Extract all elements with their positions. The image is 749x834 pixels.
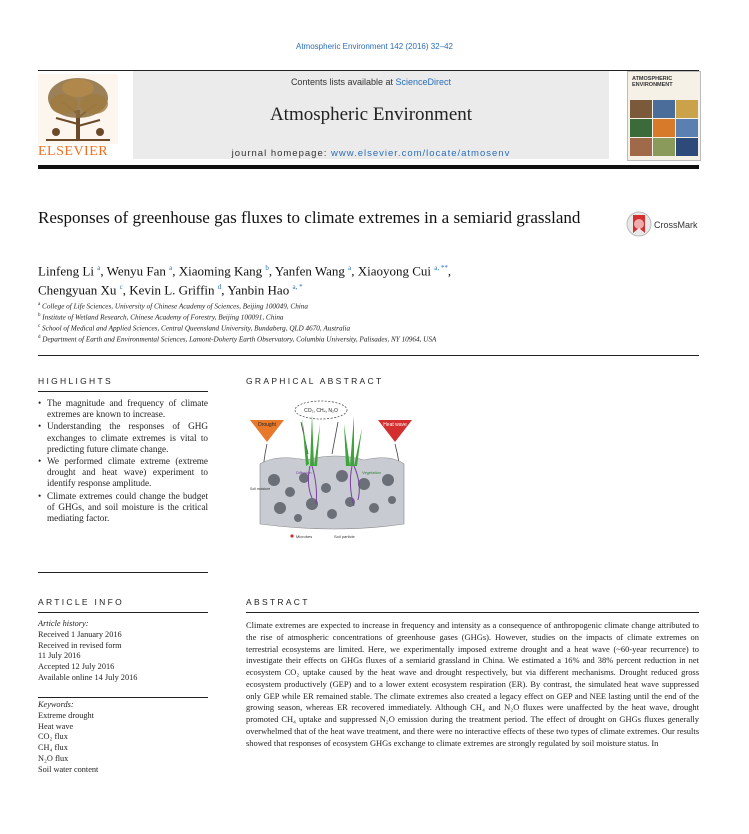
affiliation — [38, 313, 688, 321]
soil-particle-label: Soil particle — [334, 534, 355, 539]
affiliation-key: c — [38, 324, 41, 329]
contents-prefix: Contents lists available at — [290, 77, 393, 87]
journal-title: Atmospheric Environment — [269, 104, 473, 125]
keywords-label: Keywords: — [38, 700, 74, 709]
author-name[interactable]: Xiaoming Kang — [178, 263, 263, 279]
vegetation-label: Vegetation — [362, 470, 381, 475]
author-name[interactable]: Chengyuan Xu — [38, 282, 117, 298]
drought-label: Drought — [258, 422, 276, 428]
highlights-heading: HIGHLIGHTS — [38, 376, 113, 386]
article-title: Responses of greenhouse gas fluxes to climate extremes in a semiarid grassland — [38, 208, 581, 227]
author-name[interactable]: Linfeng Li — [38, 263, 94, 279]
author-name[interactable]: Yanfen Wang — [274, 263, 345, 279]
keyword-item: Soil water content — [38, 764, 99, 774]
highlight-item: • Climate extremes could change the budget of GHGs, and soil moisture is the critical mediating factor. — [38, 491, 208, 525]
history-item: Received 1 January 2016 — [38, 629, 122, 639]
abstract-text: Climate extremes are expected to increase in frequency and intensity as a consequence of anthropogenic climate change attributed to the rise of atmospheric concentrations of greenhouse gases (GHGs). However, studies on the impacts of climate extremes on terrestrial ecosystems are limited. Here, we experimentally imposed extreme drought and a heat wave (~60-year recurrence) to investigate their effects on GHGs fluxes of a semiarid grassland in China. We estimated a 16% and 38% percent reduction in net ecosystem CO₂ uptake caused by the heat wave and drought respectively, but via different mechanisms. Drought reduced gross ecosystem productively (GEP) and to a lower extent ecosystem respiration (ER). By contrast, the simulated heat wave suppressed only GEP while ER remained stable. The climate extremes also created a legacy effect on GEP and NEE lasting until the end of the growing season, whereas ER recovered immediately. Although CH₄ and N₂O fluxes were unaffected by the heat wave, drought promoted CH₄ uptake and suppressed N₂O emission during the treatment period. The effect of drought on GHGs fluxes generally overwhelmed that of the heat wave treatment, and there were no interactive effects of these two types of climate extremes. Our results showed that responses of ecosystem GHGs exchange to climate extremes are strongly regulated by soil moisture status. In — [246, 620, 699, 748]
graphical-abstract-heading: GRAPHICAL ABSTRACT — [246, 376, 384, 386]
history-item: Accepted 12 July 2016 — [38, 662, 115, 672]
author-affiliation-mark: a — [169, 264, 173, 272]
journal-citation[interactable]: Atmospheric Environment 142 (2016) 32–42 — [296, 42, 453, 51]
highlights-rule — [38, 391, 208, 392]
highlight-item: • Understanding the responses of GHG exchanges to climate extremes is vital to predicting future climate change. — [38, 421, 208, 455]
affiliation-text: College of Life Sciences, University of Chinese Academy of Sciences, Beijing 100049, China — [42, 302, 308, 311]
sciencedirect-link[interactable]: ScienceDirect — [395, 77, 452, 87]
keyword-item: Extreme drought — [38, 710, 94, 720]
affiliation-key: a — [38, 302, 41, 307]
author-affiliation-mark: a, ** — [434, 264, 448, 272]
soil-moisture-label: Soil moisture — [250, 487, 271, 491]
keyword-item: CO₂ flux — [38, 732, 68, 742]
article-info-heading: ARTICLE INFO — [38, 597, 125, 607]
affiliation — [38, 335, 688, 343]
graphical-abstract-figure[interactable] — [246, 394, 416, 546]
journal-homepage — [133, 148, 609, 159]
author-affiliation-mark: a, * — [292, 283, 303, 292]
microbes-label: Microbes — [296, 534, 313, 539]
author-list: Linfeng Li $^a$, Wenyu Fan $^a$, Xiaoming Kang $^b$, Yanfen Wang $^a$, Xiaoyong Cui $^{a, **}$, Chengyuan Xu $^c$, Kevin L. Griffin $^d$, Yanbin Hao $^{a, *}$ — [38, 263, 452, 298]
highlight-item: • The magnitude and frequency of climate extremes are known to increase. — [38, 398, 208, 420]
keyword-item: CH₄ flux — [38, 743, 68, 753]
keywords-rule — [38, 697, 208, 698]
elsevier-wordmark[interactable]: ELSEVIER — [38, 144, 109, 159]
history-label: Article history: — [38, 619, 89, 628]
affiliation — [38, 302, 688, 310]
affiliation-key: d — [38, 335, 41, 340]
homepage-label: journal homepage: — [231, 148, 328, 159]
highlights-list — [38, 398, 208, 525]
heat-wave-label: Heat wave — [383, 422, 407, 428]
cover-title: ATMOSPHERIC ENVIRONMENT — [632, 76, 673, 88]
cover-photo-collage — [628, 100, 700, 160]
diffusion-label: Diffusion — [296, 470, 312, 475]
abstract-heading: ABSTRACT — [246, 597, 310, 607]
crossmark-icon[interactable] — [626, 211, 652, 241]
crossmark-label[interactable]: CrossMark — [654, 220, 698, 230]
affiliation-text: Department of Earth and Environmental Sciences, Lamont-Doherty Earth Observatory, Columbia University, Palisades, NY 10964, USA — [42, 335, 437, 344]
header-separator — [38, 355, 699, 356]
masthead-bottom-rule — [38, 165, 699, 169]
author-name[interactable]: Yanbin Hao — [227, 282, 290, 298]
abstract-rule — [246, 612, 699, 613]
author-affiliation-mark: a — [348, 264, 352, 272]
gas-label: CO₂, CH₄, N₂O — [304, 408, 338, 414]
highlights-bottom-rule — [38, 572, 208, 573]
author-affiliation-mark: d — [217, 283, 222, 292]
author-affiliation-mark: b — [265, 264, 269, 272]
keyword-list — [38, 700, 213, 776]
article-info-rule — [38, 612, 208, 613]
author-name[interactable]: Xiaoyong Cui — [357, 263, 432, 279]
keyword-item: N₂O flux — [38, 753, 69, 763]
author-affiliation-mark: a — [97, 264, 101, 272]
affiliation-key: b — [38, 313, 41, 318]
history-item: 11 July 2016 — [38, 651, 81, 661]
affiliation-text: Institute of Wetland Research, Chinese Academy of Forestry, Beijing 100091, China — [42, 313, 284, 322]
microbe-marker-icon — [290, 534, 293, 537]
affiliation-text: School of Medical and Applied Sciences, Central Queensland University, Bundaberg, QLD 4670, Australia — [42, 324, 351, 333]
affiliation — [38, 324, 688, 332]
history-item: Available online 14 July 2016 — [38, 672, 138, 682]
article-history — [38, 619, 213, 684]
homepage-link[interactable]: www.elsevier.com/locate/atmosenv — [331, 148, 511, 159]
history-item: Received in revised form — [38, 640, 122, 650]
contents-line — [133, 77, 609, 87]
highlight-item: • We performed climate extreme (extreme drought and heat wave) experiment to identify response amplitude. — [38, 456, 208, 490]
elsevier-tree-logo — [38, 74, 118, 144]
author-affiliation-mark: c — [119, 283, 123, 292]
author-name[interactable]: Kevin L. Griffin — [129, 282, 215, 298]
journal-cover[interactable] — [627, 71, 701, 161]
author-name[interactable]: Wenyu Fan — [106, 263, 166, 279]
keyword-item: Heat wave — [38, 721, 74, 731]
